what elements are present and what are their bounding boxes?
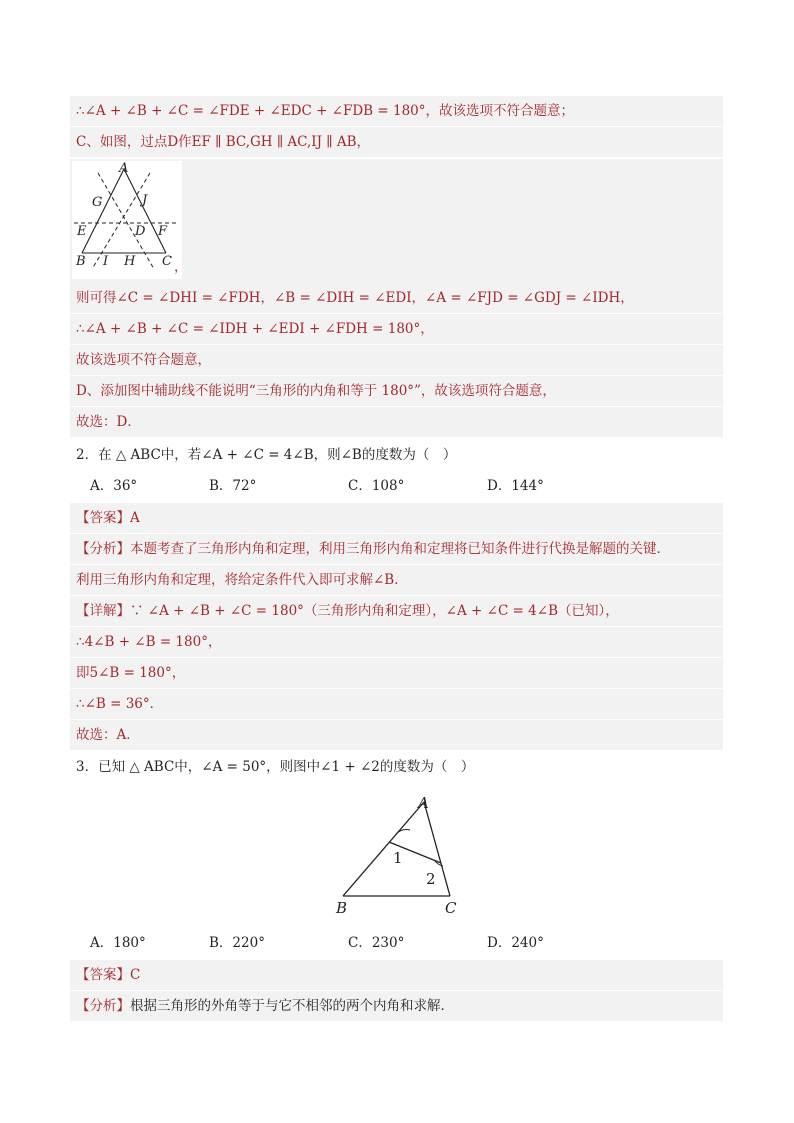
q2-option-a: A．36° <box>90 478 138 494</box>
q3-analysis-line <box>70 991 723 1022</box>
q2-option-d: D．144° <box>487 478 544 494</box>
triangle-figure-2 <box>330 790 470 920</box>
solution-line-1: ∴∠A + ∠B + ∠C = ∠FDE + ∠EDC + ∠FDB = 180°，故该选项不符合题意； <box>70 96 723 127</box>
angle-2-label: 2 <box>426 870 436 888</box>
label-I: I <box>103 254 109 269</box>
solution-line-3: 则可得∠C = ∠DHI = ∠FDH，∠B = ∠DIH = ∠EDI，∠A = ∠FJD = ∠GDJ = ∠IDH， <box>70 283 723 314</box>
answer-tag: 【答案】 <box>76 967 130 983</box>
label-E: E <box>77 224 87 239</box>
q2-analysis-line-2: 利用三角形内角和定理，将给定条件代入即可求解∠B． <box>70 565 723 596</box>
q2-detail-line-5: 故选：A． <box>70 720 723 751</box>
analysis-tag: 【分析】 <box>76 541 130 557</box>
q3-option-d: D．240° <box>487 935 544 951</box>
figure-1-area <box>70 159 723 283</box>
label-D: D <box>135 224 146 239</box>
answer-tag: 【答案】 <box>76 510 130 526</box>
q3-option-b: B．220° <box>209 935 265 951</box>
answer-value: A <box>130 510 140 526</box>
label-A: A <box>418 794 429 812</box>
label-B: B <box>76 254 86 269</box>
label-C: C <box>445 899 457 917</box>
label-C: C <box>162 254 172 269</box>
solution-line-6: D、添加图中辅助线不能说明“三角形的内角和等于 180°”，故该选项符合题意， <box>70 376 723 407</box>
analysis-text: 根据三角形的外角等于与它不相邻的两个内角和求解． <box>130 998 454 1014</box>
analysis-text: 本题考查了三角形内角和定理，利用三角形内角和定理将已知条件进行代换是解题的关键． <box>130 541 670 557</box>
q2-detail-line <box>70 596 723 627</box>
detail-tag: 【详解】 <box>76 603 130 619</box>
analysis-tag: 【分析】 <box>76 998 130 1014</box>
solution-line-2: C、如图，过点D作EF ∥ BC,GH ∥ AC,IJ ∥ AB， <box>70 127 723 158</box>
q3-answer-line <box>70 960 723 991</box>
label-G: G <box>92 195 103 210</box>
answer-value: C <box>130 967 141 983</box>
detail-text: ∵ ∠A + ∠B + ∠C = 180°（三角形内角和定理），∠A + ∠C = 4∠B（已知）， <box>130 603 619 619</box>
question-3-options <box>70 928 723 959</box>
q2-option-b: B．72° <box>209 478 257 494</box>
label-B: B <box>336 899 348 917</box>
question-3: 3．已知 △ ABC中，∠A = 50°，则图中∠1 + ∠2的度数为（ ） <box>76 759 475 775</box>
q2-answer-line <box>70 503 723 534</box>
q3-option-a: A．180° <box>90 935 146 951</box>
solution-line-5: 故该选项不符合题意， <box>70 345 723 376</box>
question-2: 2．在 △ ABC中，若∠A + ∠C = 4∠B，则∠B的度数为（ ） <box>76 447 457 463</box>
question-2-options <box>70 471 723 502</box>
label-A: A <box>119 161 129 176</box>
angle-1-label: 1 <box>393 849 403 867</box>
solution-line-4: ∴∠A + ∠B + ∠C = ∠IDH + ∠EDI + ∠FDH = 180°， <box>70 314 723 345</box>
label-H: H <box>124 254 136 269</box>
q2-detail-line-3: 即5∠B = 180°， <box>70 658 723 689</box>
figure-comma: ， <box>174 259 188 275</box>
solution-line-7: 故选：D． <box>70 407 723 438</box>
q3-option-c: C．230° <box>348 935 405 951</box>
label-J: J <box>142 193 148 208</box>
q2-option-c: C．108° <box>348 478 405 494</box>
triangle-figure-1 <box>72 161 182 279</box>
q2-analysis-line <box>70 534 723 565</box>
q2-detail-line-2: ∴4∠B + ∠B = 180°， <box>70 627 723 658</box>
q2-detail-line-4: ∴∠B = 36°． <box>70 689 723 720</box>
label-F: F <box>158 224 168 239</box>
